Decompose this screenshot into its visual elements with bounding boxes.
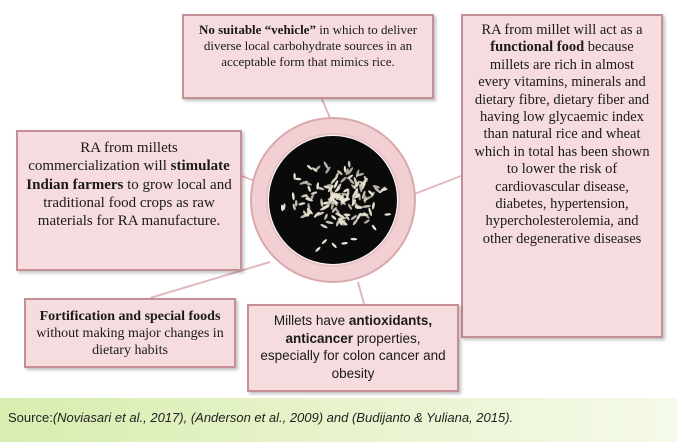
box-bottom-left-bold: Fortification and special foods (39, 309, 221, 324)
box-bottom-center-bold: antioxidants, anticancer (285, 313, 433, 346)
box-right-text1: RA from millet will act as a (481, 22, 643, 38)
box-antioxidants (247, 304, 459, 392)
connector-top (322, 99, 330, 118)
box-no-suitable-vehicle (182, 14, 434, 99)
box-top-bold: No suitable “vehicle” (198, 22, 316, 37)
box-fortification (24, 298, 236, 368)
box-left-text2: to grow local and traditional food crops as raw materials for RA manufacture. (37, 176, 232, 230)
box-right-text2: because millets are rich in almost every vitamins, minerals and dietary fibre, dietary fiber and having low glycaemic index than natural rice and wheat which in total has been shown to lower the risk of cardiovascular disease, diabetes, hypertension, hypercholesterolemia, and other degenerative diseases (474, 39, 650, 247)
box-left-bold: stimulate Indian farmers (26, 158, 230, 193)
source-citations: (Noviasari et al., 2017), (Anderson et al., 2009) and (Budijanto & Yuliana, 2015). (52, 410, 514, 425)
box-functional-food (461, 14, 663, 338)
box-top-text: in which to deliver diverse local carbohydrate sources in an acceptable form that mimics rice. (203, 22, 418, 69)
box-bottom-left-text: without making major changes in dietary habits (36, 326, 224, 359)
source-bar (0, 398, 677, 442)
box-bottom-center-text1: Millets have (273, 313, 349, 328)
box-bottom-center-text2: properties, especially for colon cancer and obesity (260, 330, 446, 381)
rice-grains-icon (251, 118, 415, 282)
box-stimulate-farmers (16, 130, 242, 271)
box-right-bold: functional food (490, 39, 585, 56)
connector-bottom-center (358, 282, 364, 304)
source-label: Source: (8, 410, 53, 425)
box-left-text1: RA from millets commercialization will (28, 140, 178, 175)
